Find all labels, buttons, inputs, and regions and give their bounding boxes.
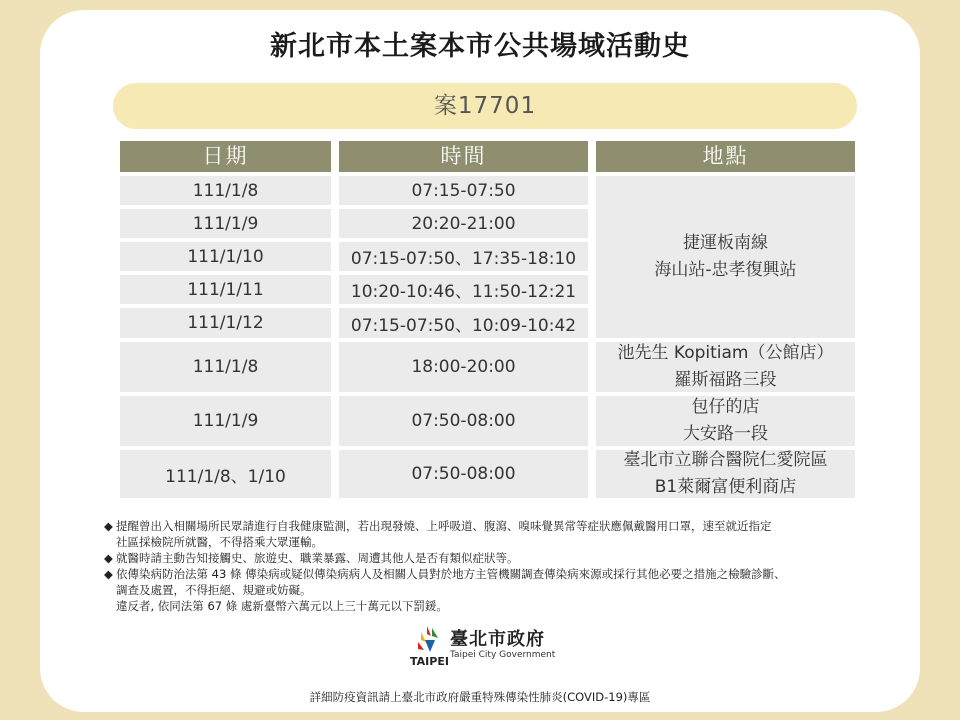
- bullet-icon: ◆: [104, 567, 113, 581]
- cell-time: 07:15-07:50、17:35-18:10: [339, 242, 588, 271]
- header-location: 地點: [596, 141, 855, 172]
- location-line: 海山站-忠孝復興站: [654, 260, 797, 280]
- cell-time: 07:50-08:00: [339, 396, 588, 446]
- cell-time: 18:00-20:00: [339, 342, 588, 392]
- cell-date: 111/1/8: [120, 342, 331, 392]
- bullet-icon: ◆: [104, 519, 113, 533]
- note-item: [104, 550, 914, 566]
- header-date: 日期: [120, 141, 331, 172]
- cell-location: [596, 396, 855, 446]
- bullet-icon: ◆: [104, 551, 113, 565]
- taipei-logo-icon: [410, 622, 450, 668]
- note-item: [104, 566, 914, 582]
- cell-date: 111/1/12: [120, 308, 331, 338]
- cell-location: [596, 176, 855, 338]
- note-item: [104, 518, 914, 534]
- cell-date: 111/1/11: [120, 275, 331, 304]
- page-title: 新北市本土案本市公共場域活動史: [270, 31, 690, 62]
- cell-date: 111/1/9: [120, 209, 331, 238]
- cell-time: 20:20-21:00: [339, 209, 588, 238]
- taipei-city-logo: [410, 622, 560, 670]
- header-time: 時間: [339, 141, 588, 172]
- note-text: 就醫時請主動告知接觸史、旅遊史、職業暴露、周遭其他人是否有類似症狀等。: [116, 551, 519, 565]
- location-line: 池先生 Kopitiam（公館店）: [617, 343, 834, 363]
- logo-name: 臺北市政府: [450, 629, 545, 650]
- cell-date: 111/1/9: [120, 396, 331, 446]
- footer-text: 詳細防疫資訊請上臺北市政府嚴重特殊傳染性肺炎(COVID-19)專區: [309, 690, 651, 704]
- cell-date: 111/1/8: [120, 176, 331, 205]
- cell-location: [596, 342, 855, 392]
- cell-time: 10:20-10:46、11:50-12:21: [339, 275, 588, 304]
- cell-time: 07:50-08:00: [339, 450, 588, 498]
- location-line: 大安路一段: [683, 424, 768, 444]
- note-text: 社區採檢院所就醫，不得搭乘大眾運輸。: [116, 535, 323, 549]
- case-label: 案17701: [113, 83, 857, 129]
- taipei-brand-text: TAIPEI: [410, 655, 449, 668]
- location-line: 捷運板南線: [683, 233, 768, 253]
- location-line: B1萊爾富便利商店: [654, 477, 797, 497]
- cell-date: 111/1/10: [120, 242, 331, 271]
- note-text: 違反者, 依同法第 67 條 處新臺幣六萬元以上三十萬元以下罰鍰。: [116, 599, 448, 613]
- cell-location: [596, 450, 855, 498]
- note-text: 依傳染病防治法第 43 條 傳染病或疑似傳染病病人及相關人員對於地方主管機關調查傳染病來源或採行其他必要之措施之檢驗診斷、: [116, 567, 786, 581]
- cell-time: 07:15-07:50、10:09-10:42: [339, 308, 588, 338]
- location-line: 包仔的店: [691, 397, 760, 417]
- note-text: 調查及處置，不得拒絕、規避或妨礙。: [116, 583, 312, 597]
- notes-section: [104, 518, 914, 614]
- cell-time: 07:15-07:50: [339, 176, 588, 205]
- logo-subtitle: Taipei City Government: [450, 650, 556, 660]
- note-text: 提醒曾出入相關場所民眾請進行自我健康監測，若出現發燒、上呼吸道、腹瀉、嗅味覺異常等症狀應佩戴醫用口罩，速至就近指定: [116, 519, 772, 533]
- location-line: 羅斯福路三段: [674, 370, 777, 390]
- cell-date: 111/1/8、1/10: [120, 450, 331, 498]
- location-line: 臺北市立聯合醫院仁愛院區: [623, 450, 828, 470]
